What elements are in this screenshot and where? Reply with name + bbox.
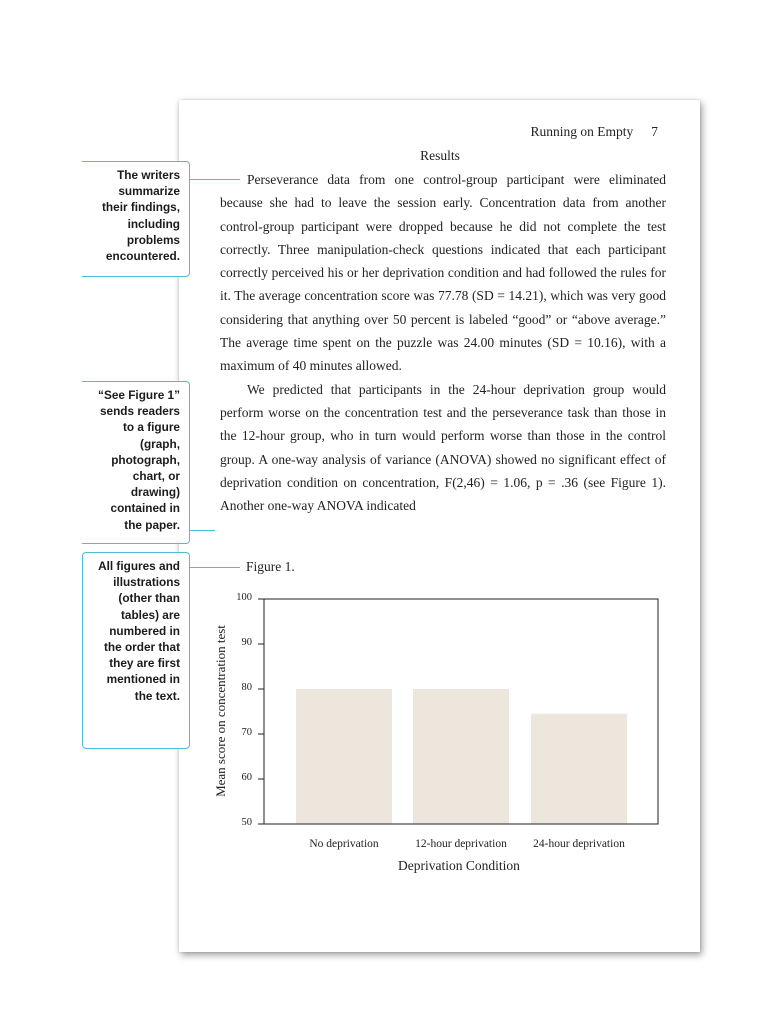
page-number: 7 [651,124,658,139]
x-tick-label: 12-hour deprivation [415,838,507,850]
x-tick-label: 24-hour deprivation [533,838,625,850]
running-head-title: Running on Empty [530,124,634,139]
section-heading: Results [420,148,460,163]
paragraph-2: We predicted that participants in the 24-hour deprivation group would perform worse on the concentration test and the perseverance task than those in the 12-hour group, who in turn would perform worse than those in the control group. A one-way analysis of variance (ANOVA) showed no significant effect of deprivation condition on concentration, F(2,46) = 1.06, p = .36 (see Figure 1). Another one-way ANOVA indicated [220,381,666,514]
y-tick-label: 60 [241,772,252,783]
bar-1 [413,689,509,824]
bar-0 [296,689,392,824]
paragraph-1: Perseverance data from one control-group participant were eliminated because she had to leave the session early. Concentration data from another control-group participant were dropped because he did not complete the test correctly. Three manipulation-check questions indicated that each participant correctly perceived his or her deprivation condition and had followed the rules for it. The average concentration score was 77.78 (SD = 14.21), which was very good considering that anything over 50 percent is labeled “good” or “above average.” The average time spent on the puzzle was 24.00 minutes (SD = 10.16), with a maximum of 40 minutes allowed. [220,172,666,374]
bar-2 [531,714,627,824]
y-tick-label: 70 [241,727,252,738]
y-tick-label: 80 [241,682,252,693]
x-axis-title: Deprivation Condition [398,858,520,873]
y-tick-label: 50 [241,817,252,828]
x-tick-label: No deprivation [309,838,379,850]
y-axis-title: Mean score on concentration test [213,625,228,797]
annotation-findings: The writers summarize their findings, including problems encountered. [82,161,190,277]
y-tick-label: 100 [236,592,252,603]
y-tick-label: 90 [241,637,252,648]
figure-label: Figure 1. [246,559,295,574]
annotation-figure-numbering: All figures and illustrations (other than tables) are numbered in the order that they are first mentioned in the text. [82,552,190,749]
annotation-see-figure: “See Figure 1” sends readers to a figure (graph, photograph, chart, or drawing) contained in the paper. [82,381,190,544]
